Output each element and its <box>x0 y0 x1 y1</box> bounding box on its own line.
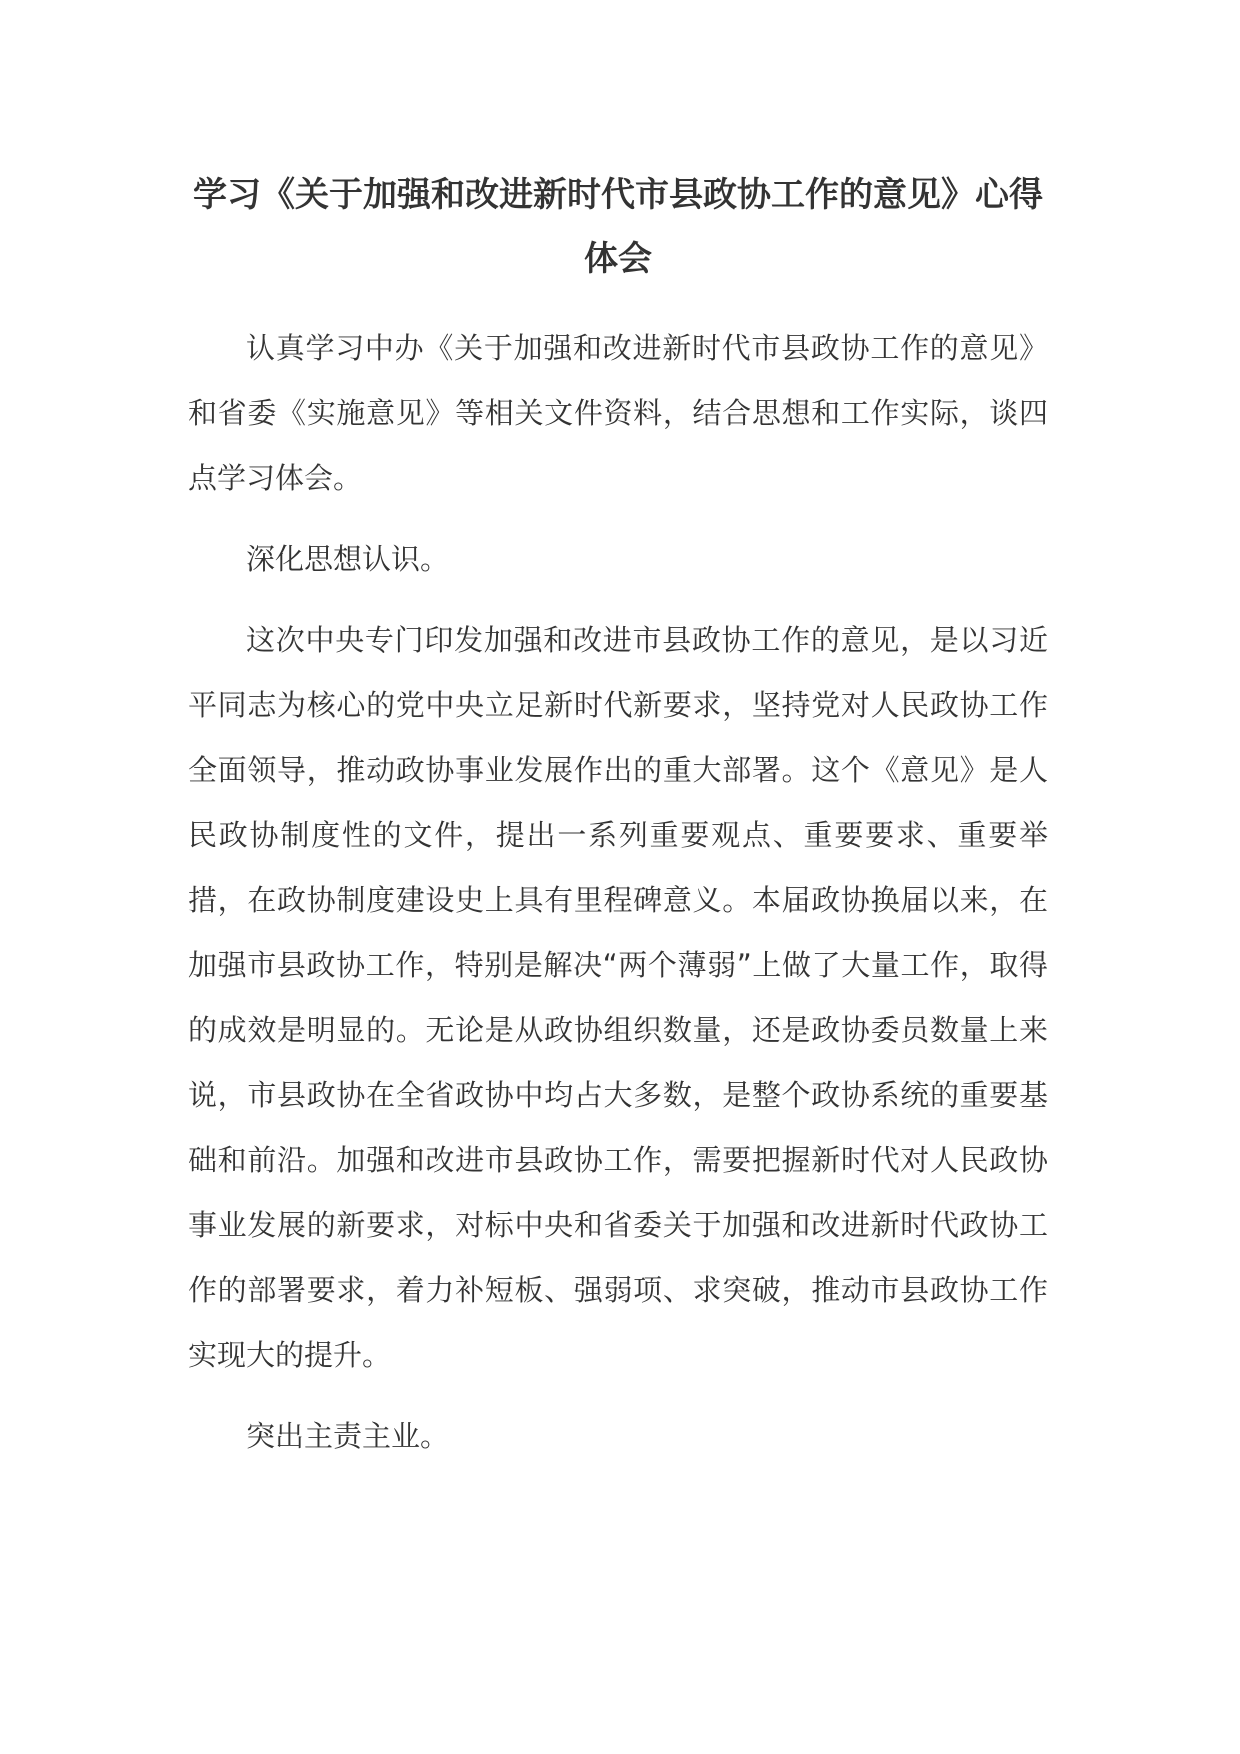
section-heading-deepen-understanding: 深化思想认识。 <box>246 542 450 576</box>
section-heading-main-duty: 突出主责主业。 <box>246 1419 450 1453</box>
paragraph-deepen-understanding: 这次中央专门印发加强和改进市县政协工作的意见，是以习近平同志为核心的党中央立足新时代新要求，坚持党对人民政协工作全面领导，推动政协事业发展作出的重大部署。这个《意见》是人民政协制度性的文件，提出一系列重要观点、重要要求、重要举措，在政协制度建设史上具有里程碑意义。本届政协换届以来，在加强市县政协工作，特别是解决“两个薄弱”上做了大量工作，取得的成效是明显的。无论是从政协组织数量，还是政协委员数量上来说，市县政协在全省政协中均占大多数，是整个政协系统的重要基础和前沿。加强和改进市县政协工作，需要把握新时代对人民政协事业发展的新要求，对标中央和省委关于加强和改进新时代政协工作的部署要求，着力补短板、强弱项、求突破，推动市县政协工作实现大的提升。 <box>188 623 1048 1372</box>
document-body <box>188 316 1048 1485</box>
document-title: 学习《关于加强和改进新时代市县政协工作的意见》心得体会 <box>193 175 1043 279</box>
paragraph-intro: 认真学习中办《关于加强和改进新时代市县政协工作的意见》和省委《实施意见》等相关文件资料，结合思想和工作实际，谈四点学习体会。 <box>188 331 1048 495</box>
